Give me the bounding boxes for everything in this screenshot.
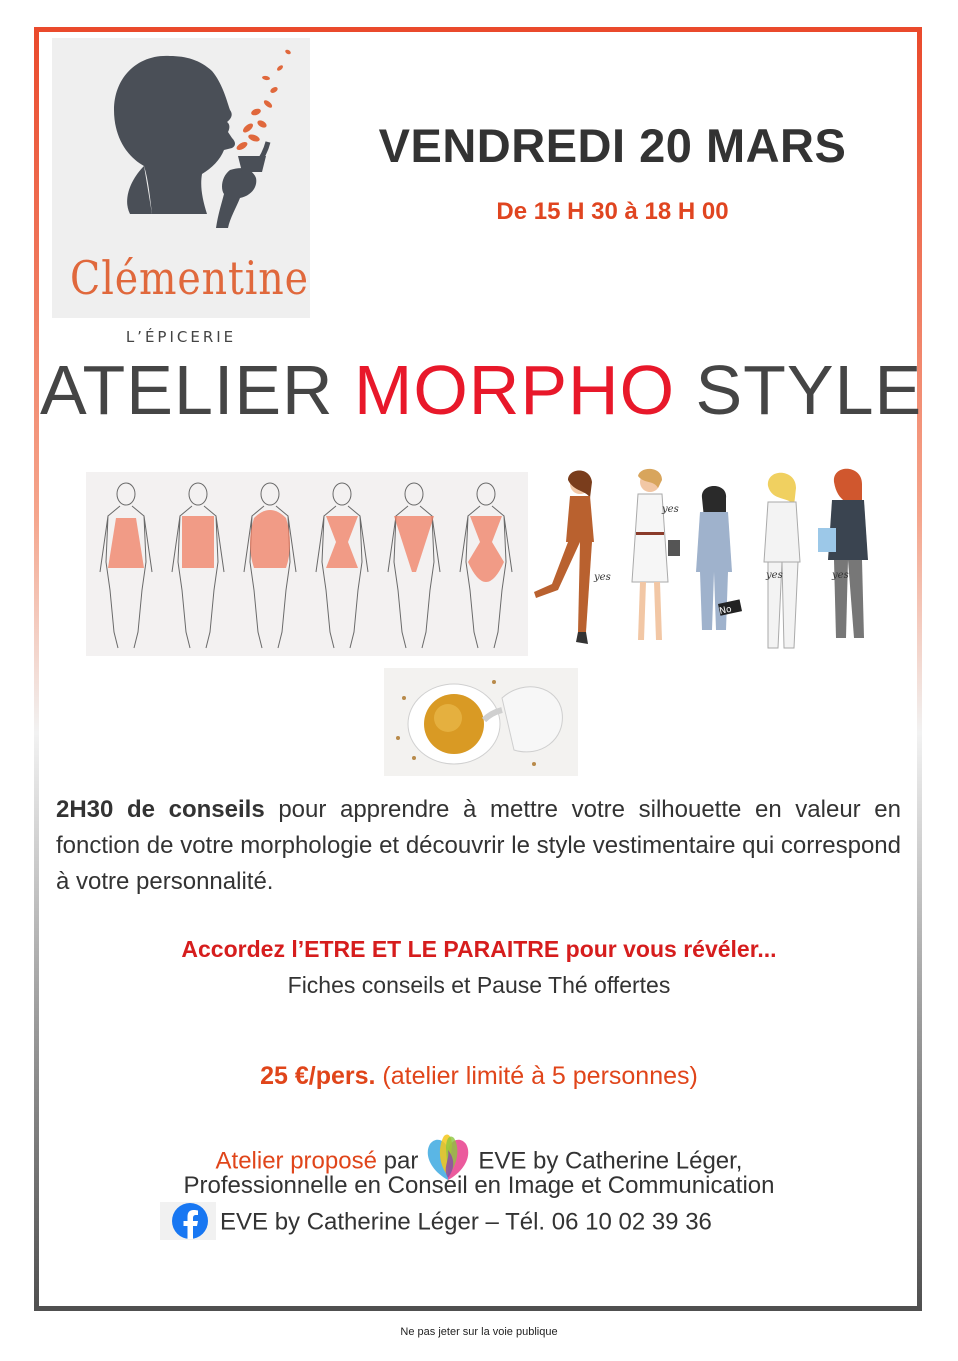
description-rest: pour apprendre à mettre votre silhouette en valeur en fonction de votre morphologie et découvrir le style vestimentaire qui correspond à votre personnalité. — [56, 796, 901, 895]
body-shape-figure — [316, 483, 368, 648]
description — [56, 792, 901, 900]
logo-subtitle: L’ÉPICERIE — [125, 328, 237, 346]
body-shape-figure — [388, 483, 440, 648]
page-title — [40, 350, 923, 430]
description-bold: 2H30 de conseils — [56, 796, 265, 823]
body-shape-figure — [244, 483, 296, 648]
facebook-icon — [160, 1202, 216, 1240]
price-bold: 25 €/pers. — [260, 1062, 376, 1090]
price-rest: (atelier limité à 5 personnes) — [375, 1062, 698, 1090]
credit-name: EVE by Catherine Léger, — [478, 1147, 743, 1175]
tea-image — [384, 668, 578, 776]
body-shape-figure — [460, 483, 512, 648]
fashion-illustration — [528, 462, 890, 660]
morphology-illustration — [86, 472, 528, 656]
credit-profession: Professionnelle en Conseil en Image et Communication — [183, 1172, 775, 1199]
teacup-icon — [384, 668, 578, 776]
woman-silhouette-icon — [52, 38, 310, 253]
yes-label: yes — [766, 570, 783, 581]
body-shape-figure — [100, 483, 152, 648]
credit-contact-line — [160, 1204, 712, 1242]
tagline: Accordez l’ETRE ET LE PARAITRE pour vous révéler... — [181, 936, 777, 962]
yes-label: yes — [662, 504, 679, 515]
no-label: No — [718, 604, 733, 617]
body-shape-figure — [172, 483, 224, 648]
logo-name: Clémentine — [70, 251, 309, 305]
footer-note: Ne pas jeter sur la voie publique — [400, 1326, 558, 1338]
price — [40, 1062, 918, 1091]
offer-text: Fiches conseils et Pause Thé offertes — [287, 972, 671, 998]
title-accent: MORPHO — [354, 351, 676, 429]
title-part1: ATELIER — [40, 351, 355, 429]
credit-contact: EVE by Catherine Léger – Tél. 06 10 02 39 36 — [220, 1208, 712, 1236]
clementine-logo — [52, 38, 310, 346]
event-date: VENDREDI 20 MARS — [378, 119, 847, 172]
title-part2: STYLE — [675, 351, 923, 429]
body-shapes-figures — [86, 472, 528, 656]
yes-label: yes — [832, 570, 849, 581]
yes-label: yes — [594, 572, 611, 583]
credit-par: par — [376, 1147, 419, 1175]
event-hours: De 15 H 30 à 18 H 00 — [496, 198, 729, 225]
credit-proposed: Atelier proposé — [215, 1147, 377, 1175]
fashion-women-figures — [528, 462, 890, 660]
